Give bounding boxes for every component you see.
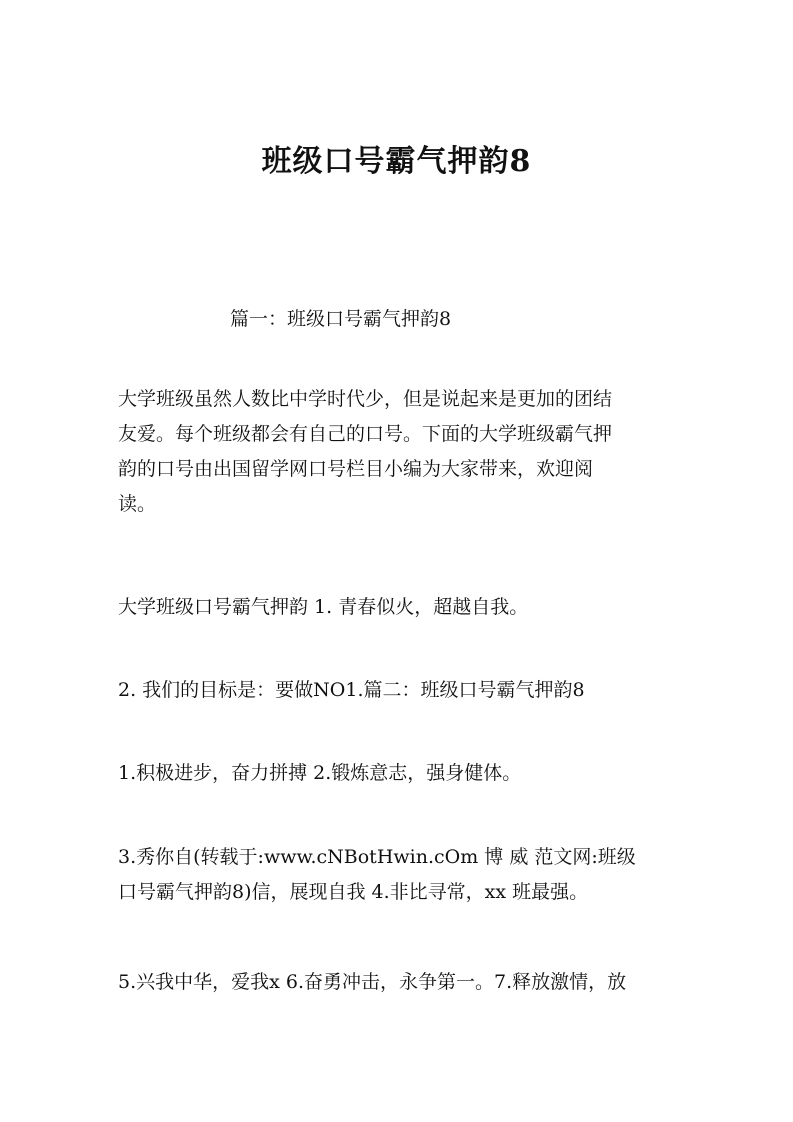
paragraph-line: 读。	[118, 493, 157, 515]
paragraph-line: 3.秀你自(转载于:www.cNBotHwin.cOm 博 威 范文网:班级	[118, 846, 636, 868]
paragraph-line: 口号霸气押韵8)信，展现自我 4.非比寻常，xx 班最强。	[118, 881, 589, 903]
paragraph-line: 大学班级口号霸气押韵 1. 青春似火，超越自我。	[118, 596, 529, 618]
paragraph-line: 2. 我们的目标是：要做NO1.篇二：班级口号霸气押韵8	[118, 679, 585, 701]
paragraph-line: 韵的口号由出国留学网口号栏目小编为大家带来，欢迎阅	[118, 458, 594, 480]
paragraph-line: 1.积极进步，奋力拼搏 2.锻炼意志，强身健体。	[118, 762, 522, 784]
intro-paragraph	[118, 382, 683, 522]
paragraph-line: 友爱。每个班级都会有自己的口号。下面的大学班级霸气押	[118, 423, 613, 445]
paragraph-line: 5.兴我中华，爱我x 6.奋勇冲击，永争第一。7.释放激情，放	[118, 971, 627, 993]
slogan-paragraph-5	[118, 965, 683, 1000]
slogan-paragraph-2	[118, 673, 683, 708]
paragraph-line: 大学班级虽然人数比中学时代少，但是说起来是更加的团结	[118, 388, 613, 410]
document-title: 班级口号霸气押韵8	[261, 144, 532, 179]
slogan-paragraph-4	[118, 840, 683, 910]
section-heading: 篇一：班级口号霸气押韵8	[230, 308, 452, 330]
slogan-paragraph-3	[118, 756, 683, 791]
slogan-paragraph-1	[118, 590, 683, 625]
